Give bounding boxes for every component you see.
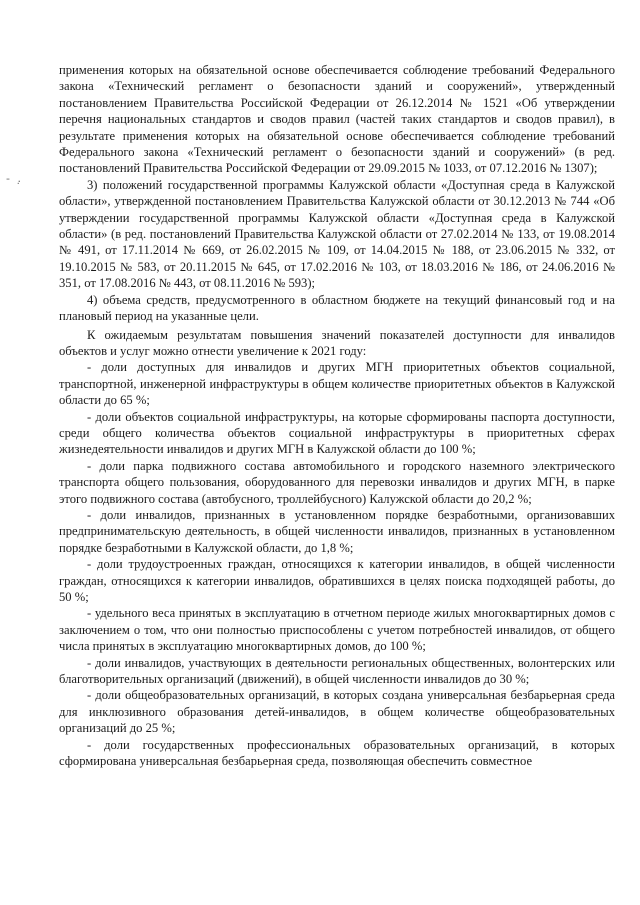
list-item: - доли общеобразовательных организаций, в которых создана универсальная безбарьерная среда для инклюзивного образования детей-инвалидов, в общем количестве общеобразовательных организаций до 25 %; — [59, 688, 615, 736]
paragraph-item-4: 4) объема средств, предусмотренного в областном бюджете на текущий финансовый год и на плановый период на указанные цели. — [59, 292, 615, 324]
list-item: - доли государственных профессиональных образовательных организаций, в которых сформирована универсальная безбарьерная среда, позволяющая обеспечить совместное — [59, 737, 615, 769]
list-item: - доли доступных для инвалидов и других МГН приоритетных объектов социальной, транспортной, инженерной инфраструктуры в общем количестве приоритетных объектов в Калужской области до 65 %; — [59, 360, 615, 408]
list-item: - доли парка подвижного состава автомобильного и городского наземного электрического транспорта общего пользования, оборудованного для перевозки инвалидов и других МГН, в парке этого подвижного состава (автобусного, троллейбусного) Калужской области до 20,2 %; — [59, 458, 615, 506]
document-page — [59, 62, 615, 769]
paragraph-expected-results: К ожидаемым результатам повышения значений показателей доступности для инвалидов объектов и услуг можно отнести увеличение к 2021 году: — [59, 327, 615, 358]
list-item: - доли инвалидов, признанных в установленном порядке безработными, организовавших предпринимательскую деятельность, в общей численности инвалидов, признанных в установленном порядке безработными в Калужской области, до 1,8 %; — [59, 507, 615, 555]
paragraph-continuation: применения которых на обязательной основе обеспечивается соблюдение требований Федерального закона «Технический регламент о безопасности зданий и сооружений», утвержденный постановлением Правительства Российской Федерации от 26.12.2014 № 1521 «Об утверждении перечня национальных стандартов и сводов правил (частей таких стандартов и сводов правил), в результате применения которых на обязательной основе обеспечивается соблюдение требований Федерального закона «Технический регламент о безопасности зданий и сооружений» (в ред. постановлений Правительства Российской Федерации от 29.09.2015 № 1033, от 07.12.2016 № 1307); — [59, 63, 615, 176]
margin-mark: - .̣ — [6, 172, 23, 185]
list-item: - доли инвалидов, участвующих в деятельности региональных общественных, волонтерских или благотворительных организаций (движений), в общей численности инвалидов до 30 %; — [59, 655, 615, 687]
list-item: - удельного веса принятых в эксплуатацию в отчетном периоде жилых многоквартирных домов с заключением о том, что они полностью приспособлены с учетом потребностей инвалидов, от общего числа принятых в эксплуатацию многоквартирных домов, до 100 %; — [59, 606, 615, 654]
list-item: - доли трудоустроенных граждан, относящихся к категории инвалидов, в общей численности граждан, относящихся к категории инвалидов, обратившихся в целях поиска подходящей работы, до 50 %; — [59, 557, 615, 604]
paragraph-item-3: 3) положений государственной программы Калужской области «Доступная среда в Калужской области», утвержденной постановлением Правительства Калужской области от 30.12.2013 № 744 «Об утверждении государственной программы Калужской области «Доступная среда в Калужской области» (в ред. постановлений Правительства Калужской области от 27.02.2014 № 133, от 19.08.2014 № 491, от 17.11.2014 № 669, от 26.02.2015 № 109, от 14.04.2015 № 188, от 23.06.2015 № 332, от 19.10.2015 № 583, от 20.11.2015 № 645, от 17.02.2016 № 103, от 18.03.2016 № 186, от 24.06.2016 № 351, от 17.08.2016 № 443, от 08.11.2016 № 593); — [59, 177, 615, 291]
list-item: - доли объектов социальной инфраструктуры, на которые сформированы паспорта доступности, среди общего количества объектов социальной инфраструктуры в приоритетных сферах жизнедеятельности инвалидов и других МГН в Калужской области до 100 %; — [59, 409, 615, 457]
